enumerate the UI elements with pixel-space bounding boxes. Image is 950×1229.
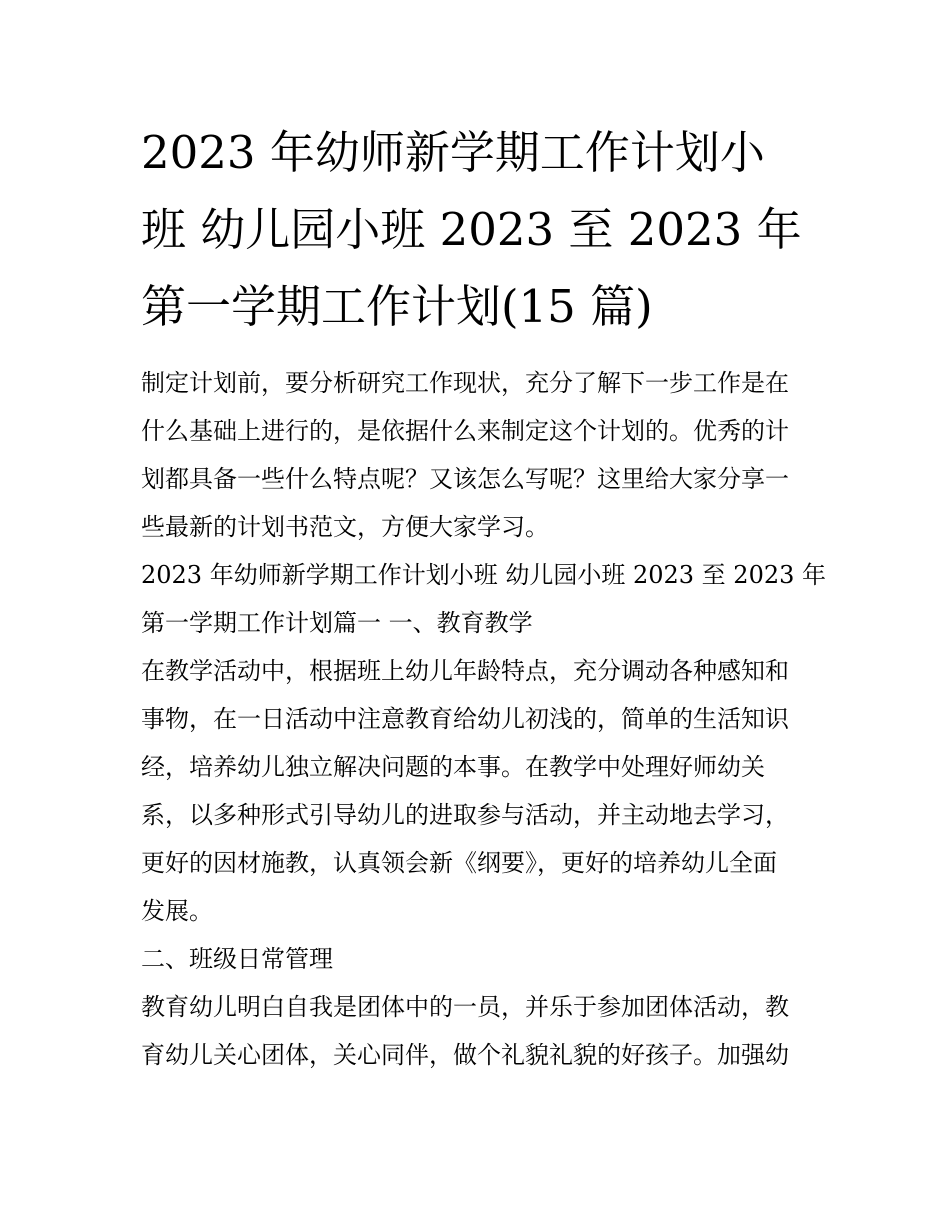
subheading-line-1: 2023 年幼师新学期工作计划小班 幼儿园小班 2023 至 2023 年 [141,561,827,589]
section2-heading-text: 二、班级日常管理 [141,945,333,973]
document-page [141,114,827,1079]
title-line-1: 2023 年幼师新学期工作计划小 [141,126,765,179]
subheading-line-2: 第一学期工作计划篇一 一、教育教学 [141,609,533,637]
section2-line-2: 育幼儿关心团体，关心同伴，做个礼貌礼貌的好孩子。加强幼 [141,1041,789,1069]
section2-heading [141,935,811,983]
section1-line-1: 在教学活动中，根据班上幼儿年龄特点，充分调动各种感知和 [141,657,789,685]
title-line-3: 第一学期工作计划(15 篇) [141,280,653,333]
section1-paragraph [141,647,811,935]
subheading-paragraph [141,551,827,647]
section2-paragraph [141,983,811,1079]
intro-line-1: 制定计划前，要分析研究工作现状，充分了解下一步工作是在 [141,369,789,397]
intro-line-3: 划都具备一些什么特点呢？又该怎么写呢？这里给大家分享一 [141,465,789,493]
intro-line-2: 什么基础上进行的，是依据什么来制定这个计划的。优秀的计 [141,417,789,445]
section1-line-2: 事物，在一日活动中注意教育给幼儿初浅的，简单的生活知识 [141,705,789,733]
section1-line-3: 经，培养幼儿独立解决问题的本事。在教学中处理好师幼关 [141,753,765,781]
document-title [141,114,811,345]
intro-paragraph [141,359,811,551]
section2-line-1: 教育幼儿明白自我是团体中的一员，并乐于参加团体活动，教 [141,993,789,1021]
section1-line-6: 发展。 [141,897,213,925]
title-line-2: 班 幼儿园小班 2023 至 2023 年 [141,203,802,256]
document-body [141,359,827,1079]
section1-line-5: 更好的因材施教，认真领会新《纲要》，更好的培养幼儿全面 [141,849,777,877]
section1-line-4: 系，以多种形式引导幼儿的进取参与活动，并主动地去学习， [141,801,789,829]
intro-line-4: 些最新的计划书范文，方便大家学习。 [141,513,549,541]
